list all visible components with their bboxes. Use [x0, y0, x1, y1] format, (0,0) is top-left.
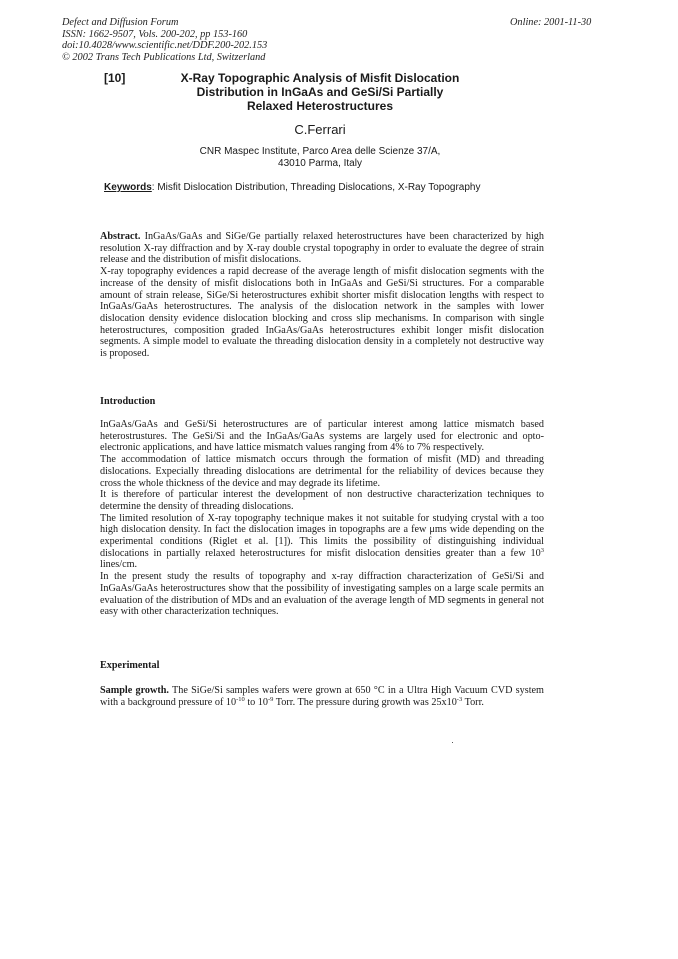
keywords-list: : Misfit Dislocation Distribution, Threading Dislocations, X-Ray Topography: [151, 182, 481, 193]
title-line: Distribution in InGaAs and GeSi/Si Partially: [196, 85, 444, 99]
affiliation-line: 43010 Parma, Italy: [278, 158, 362, 169]
experimental-text: The SiGe/Si samples wafers were grown at 650 °C in a Ultra High Vacuum CVD system with a background pressure of 10: [100, 685, 544, 708]
paper-title: [140, 71, 500, 113]
superscript: -3: [456, 695, 463, 703]
experimental-body: [100, 685, 544, 708]
section-heading-introduction: Introduction: [100, 396, 156, 407]
stray-dot: [452, 742, 453, 743]
section-heading-experimental: Experimental: [100, 660, 160, 671]
introduction-paragraph: It is therefore of particular interest the development of non destructive characterization techniques to determine the density of threading dislocations.: [100, 489, 544, 512]
abstract-label: Abstract.: [100, 231, 141, 242]
author-name: C.Ferrari: [294, 122, 346, 137]
journal-name: Defect and Diffusion Forum: [62, 17, 179, 28]
introduction-paragraph: In the present study the results of topography and x-ray diffraction characterization of GeSi/Si and InGaAs/GaAs heterostructures show that the possibility of investigating samples on a large scale permits an evaluation of the distribution of MDs and an evaluation of the average length of MD segments in general not easy with other characterization techniques.: [100, 571, 544, 618]
experimental-text: Torr. The pressure during growth was 25x10: [273, 696, 457, 708]
superscript: -9: [267, 695, 274, 703]
reference-number: [10]: [104, 71, 126, 85]
experimental-paragraph: [100, 685, 544, 708]
abstract-paragraph: [100, 231, 544, 266]
title-line: Relaxed Heterostructures: [246, 99, 394, 113]
abstract-text: InGaAs/GaAs and SiGe/Ge partially relaxed heterostructures have been characterized by high resolution X-ray diffraction and by X-ray double crystal topography in order to evaluate the degree of strain release and the distribution of misfit dislocations.: [100, 231, 544, 266]
journal-issn: ISSN: 1662-9507, Vols. 200-202, pp 153-160: [62, 28, 248, 40]
superscript: -10: [236, 695, 245, 703]
introduction-text: The limited resolution of X-ray topography technique makes it not suitable for studying crystal with a too high dislocation density. In fact the dislocation images in topographs are a few μms wide depending on the experimental conditions (Riglet et al. [1]). This limits the possibility of distinguishing individual dislocations in partially relaxed heterostructures for misfit dislocation densities greater than a few 10: [100, 512, 544, 559]
journal-header: [62, 17, 267, 63]
introduction-paragraph: [100, 513, 544, 572]
experimental-text: Torr.: [462, 696, 484, 708]
abstract: [100, 231, 544, 360]
journal-copyright: © 2002 Trans Tech Publications Ltd, Switzerland: [62, 51, 266, 63]
keywords-label: Keywords: [104, 182, 152, 193]
keywords: [104, 182, 480, 193]
introduction-body: [100, 419, 544, 618]
title-line: X-Ray Topographic Analysis of Misfit Dislocation: [180, 71, 460, 85]
online-date: Online: 2001-11-30: [510, 17, 592, 28]
affiliation: [0, 146, 640, 170]
introduction-paragraph: The accommodation of lattice mismatch occurs through the formation of misfit (MD) and threading dislocations. Expecially threading dislocations are detrimental for the reliability of devices because they cross the whole thickness of the device and may degrade its lifetime.: [100, 454, 544, 489]
superscript: 3: [540, 546, 544, 554]
experimental-text: to 10: [244, 696, 268, 708]
introduction-text: lines/cm.: [100, 559, 138, 571]
sample-growth-label: Sample growth.: [100, 685, 169, 696]
affiliation-line: CNR Maspec Institute, Parco Area delle Scienze 37/A,: [199, 146, 441, 157]
abstract-paragraph: X-ray topography evidences a rapid decrease of the average length of misfit dislocation segments with the increase of the density of misfit dislocations both in InGaAs and GeSi/Si structures. For a comparable amount of strain release, SiGe/Si heterostructures exhibit shorter misfit dislocation lengths with respect to InGaAs/GaAs heterostructures. The analysis of the dislocation network in the samples with lower dislocation density evidence dislocation blocking and cross slip mechanisms. In comparison with single heterostructures, composition graded InGaAs/GaAs heterostructures exhibit longer misfit dislocation segments. A simple model to evaluate the threading dislocation density in a completely not destructive way is proposed.: [100, 266, 544, 360]
introduction-paragraph: InGaAs/GaAs and GeSi/Si heterostructures are of particular interest among lattice mismatch based heterostrustures. The GeSi/Si and the InGaAs/GaAs systems are largely used for electronic and opto-electronic applications, and have lattice mismatch values ranging from 4% to 7% respectively.: [100, 419, 544, 454]
journal-doi: doi:10.4028/www.scientific.net/DDF.200-202.153: [62, 40, 268, 52]
